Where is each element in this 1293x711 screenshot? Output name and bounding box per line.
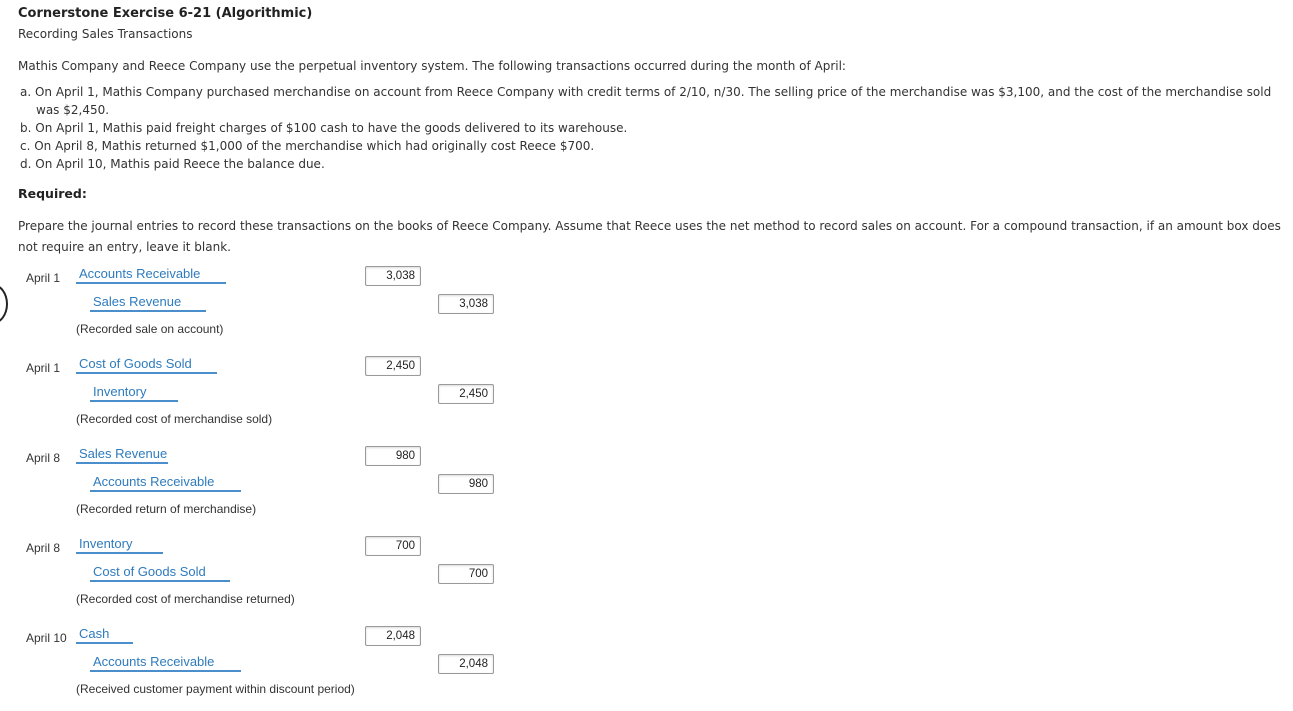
entry-memo: (Recorded sale on account) — [76, 322, 224, 336]
credit-amount-input[interactable]: 2,450 — [438, 384, 494, 404]
debit-account-select[interactable]: Sales Revenue — [76, 446, 168, 464]
debit-amount-input[interactable]: 980 — [365, 446, 421, 466]
credit-account-select[interactable]: Sales Revenue — [90, 294, 206, 312]
debit-account-select[interactable]: Cost of Goods Sold — [76, 356, 217, 374]
credit-amount-input[interactable]: 3,038 — [438, 294, 494, 314]
debit-amount-input[interactable]: 2,048 — [365, 626, 421, 646]
credit-account-select[interactable]: Accounts Receivable — [90, 474, 241, 492]
debit-account-select[interactable]: Accounts Receivable — [76, 266, 226, 284]
entry-memo: (Recorded cost of merchandise sold) — [76, 412, 273, 426]
debit-amount-input[interactable]: 3,038 — [365, 266, 421, 286]
entry-date: April 8 — [26, 541, 61, 555]
entry-memo: (Recorded cost of merchandise returned) — [76, 592, 295, 606]
transaction-item-a: a. On April 1, Mathis Company purchased merchandise on account from Reece Company with credit terms of 2/10, n/30. The selling price of the merchandise was $3,100, and the cost of the merchandise sold was $2,450. — [20, 85, 1272, 117]
journal-entry — [0, 266, 520, 346]
exercise-title: Cornerstone Exercise 6-21 (Algorithmic) — [18, 6, 313, 21]
entry-memo: (Recorded return of merchandise) — [76, 502, 257, 516]
exercise-subtitle: Recording Sales Transactions — [18, 27, 193, 41]
instructions-text: Prepare the journal entries to record these transactions on the books of Reece Company. Assume that Reece uses the net method to record sales on account. For a compound transaction, if an amount box does not require an entry, leave it blank. — [18, 219, 1281, 254]
credit-amount-input[interactable]: 2,048 — [438, 654, 494, 674]
credit-account-select[interactable]: Inventory — [90, 384, 178, 402]
journal-entry — [0, 446, 520, 526]
credit-account-select[interactable]: Accounts Receivable — [90, 654, 241, 672]
intro-text: Mathis Company and Reece Company use the perpetual inventory system. The following transactions occurred during the month of April: — [18, 59, 846, 73]
entry-memo: (Received customer payment within discount period) — [76, 682, 355, 696]
transaction-item-b: b. On April 1, Mathis paid freight charges of $100 cash to have the goods delivered to its warehouse. — [20, 121, 628, 135]
transaction-item-c: c. On April 8, Mathis returned $1,000 of the merchandise which had originally cost Reece $700. — [20, 139, 595, 153]
credit-amount-input[interactable]: 980 — [438, 474, 494, 494]
debit-account-select[interactable]: Cash — [76, 626, 133, 644]
entry-date: April 8 — [26, 451, 61, 465]
journal-entry — [0, 536, 520, 616]
debit-amount-input[interactable]: 700 — [365, 536, 421, 556]
transaction-list — [20, 83, 1288, 173]
debit-account-select[interactable]: Inventory — [76, 536, 163, 554]
required-heading: Required: — [18, 186, 87, 201]
journal-entry — [0, 356, 520, 436]
entry-date: April 1 — [26, 271, 61, 285]
entry-date: April 1 — [26, 361, 61, 375]
credit-account-select[interactable]: Cost of Goods Sold — [90, 564, 230, 582]
journal-entry — [0, 626, 520, 706]
transaction-item-d: d. On April 10, Mathis paid Reece the balance due. — [20, 157, 325, 171]
credit-amount-input[interactable]: 700 — [438, 564, 494, 584]
debit-amount-input[interactable]: 2,450 — [365, 356, 421, 376]
entry-date: April 10 — [26, 631, 67, 645]
